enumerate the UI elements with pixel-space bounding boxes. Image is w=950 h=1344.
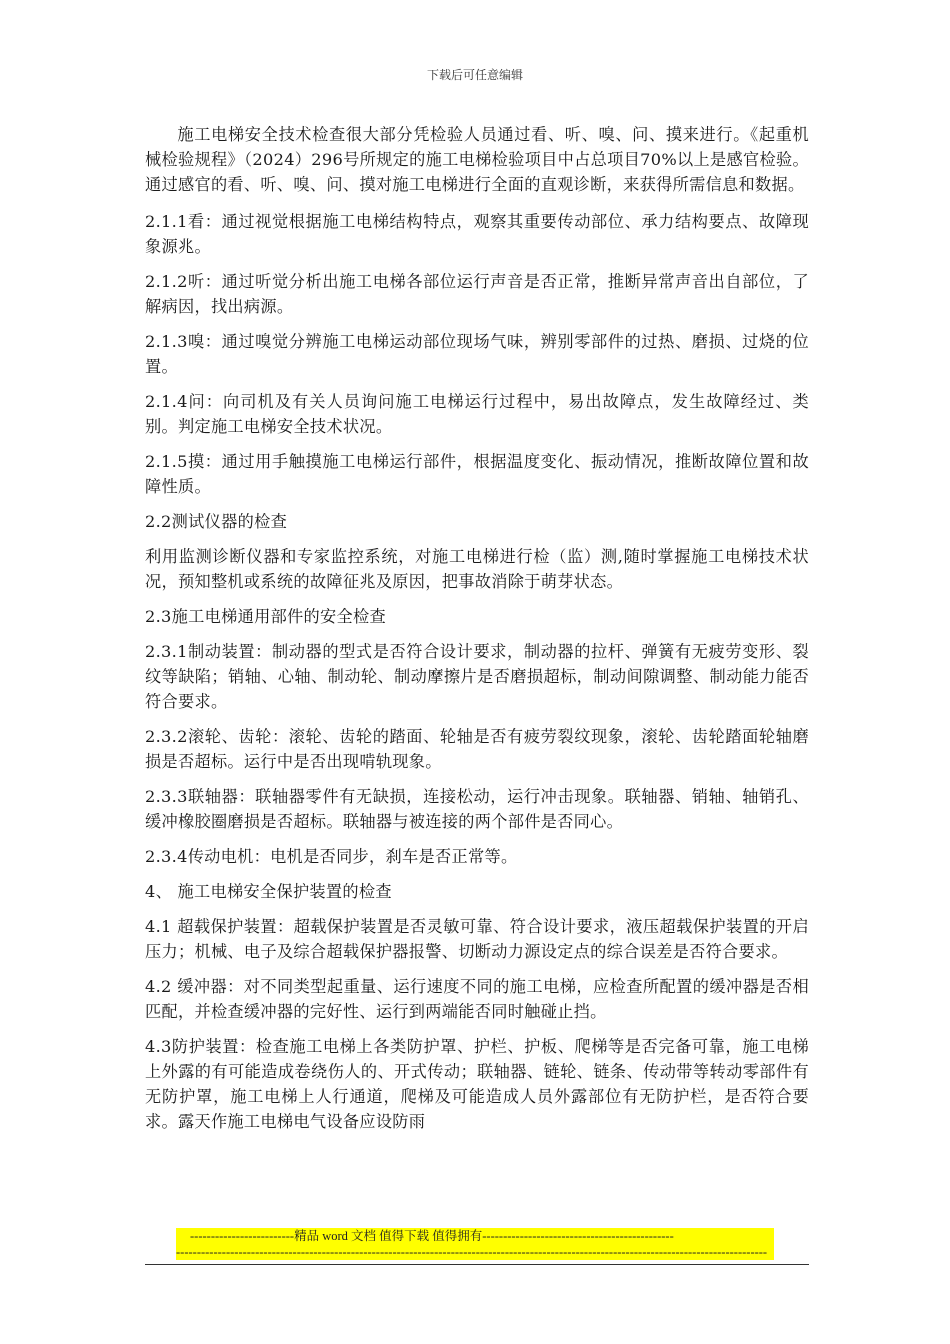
section-2-1-1: 2.1.1看：通过视觉根据施工电梯结构特点，观察其重要传动部位、承力结构要点、故障现象源兆。 [145,212,809,256]
section-4-2: 4.2 缓冲器：对不同类型起重量、运行速度不同的施工电梯，应检查所配置的缓冲器是否相匹配，并检查缓冲器的完好性、运行到两端能否同时触碰止挡。 [145,977,809,1021]
section-4-3: 4.3防护装置：检查施工电梯上各类防护罩、护栏、护板、爬梯等是否完备可靠，施工电梯上外露的有可能造成卷绕伤人的、开式传动；联轴器、链轮、链条、传动带等转动零部件有无防护罩，施工电梯上人行通道，爬梯及可能造成人员外露部位有无防护栏，是否符合要求。露天作施工电梯电气设备应设防雨 [145,1037,809,1131]
intro-paragraph: 施工电梯安全技术检查很大部分凭检验人员通过看、听、嗅、问、摸来进行。《起重机械检验规程》（2024）296号所规定的施工电梯检验项目中占总项目70%以上是感官检验。通过感官的看、听、嗅、问、摸对施工电梯进行全面的直观诊断，来获得所需信息和数据。 [145,125,809,194]
footer-banner-line-2: ---------------------------------------------------------------------------------------------------------------------------------------------- [176,1245,768,1259]
section-2-1-4: 2.1.4问：向司机及有关人员询问施工电梯运行过程中，易出故障点，发生故障经过、类别。判定施工电梯安全技术状况。 [145,392,809,436]
footer-divider [145,1264,809,1265]
section-4-1: 4.1 超载保护装置：超载保护装置是否灵敏可靠、符合设计要求，液压超载保护装置的开启压力；机械、电子及综合超载保护器报警、切断动力源设定点的综合误差是否符合要求。 [145,917,809,961]
section-heading-4: 4、 施工电梯安全保护装置的检查 [145,882,392,901]
footer-banner-line-1: -------------------------精品 word 文档 值得下载 值得拥有---------------------------------------------- [190,1229,674,1243]
page-header-note: 下载后可任意编辑 [426,68,523,82]
section-2-3-1: 2.3.1制动装置：制动器的型式是否符合设计要求，制动器的拉杆、弹簧有无疲劳变形、裂纹等缺陷；销轴、心轴、制动轮、制动摩擦片是否磨损超标，制动间隙调整、制动能力能否符合要求。 [145,642,809,711]
document-body [145,122,809,1144]
section-heading-2-2: 2.2测试仪器的检查 [145,512,288,531]
section-2-1-3: 2.1.3嗅：通过嗅觉分辨施工电梯运动部位现场气味，辨别零部件的过热、磨损、过烧的位置。 [145,332,809,376]
section-2-3-3: 2.3.3联轴器：联轴器零件有无缺损，连接松动，运行冲击现象。联轴器、销轴、轴销孔、缓冲橡胶圈磨损是否超标。联轴器与被连接的两个部件是否同心。 [145,787,809,831]
section-2-3-4: 2.3.4传动电机：电机是否同步，刹车是否正常等。 [145,847,518,866]
section-2-3-2: 2.3.2滚轮、齿轮：滚轮、齿轮的踏面、轮轴是否有疲劳裂纹现象，滚轮、齿轮踏面轮轴磨损是否超标。运行中是否出现啃轨现象。 [145,727,809,771]
section-2-2-body: 利用监测诊断仪器和专家监控系统，对施工电梯进行检（监）测,随时掌握施工电梯技术状况，预知整机或系统的故障征兆及原因，把事故消除于萌芽状态。 [145,547,809,591]
section-heading-2-3: 2.3施工电梯通用部件的安全检查 [145,607,386,626]
section-2-1-2: 2.1.2听：通过听觉分析出施工电梯各部位运行声音是否正常，推断异常声音出自部位，了解病因，找出病源。 [145,272,809,316]
section-2-1-5: 2.1.5摸：通过用手触摸施工电梯运行部件，根据温度变化、振动情况，推断故障位置和故障性质。 [145,452,809,496]
footer-banner [176,1228,774,1260]
